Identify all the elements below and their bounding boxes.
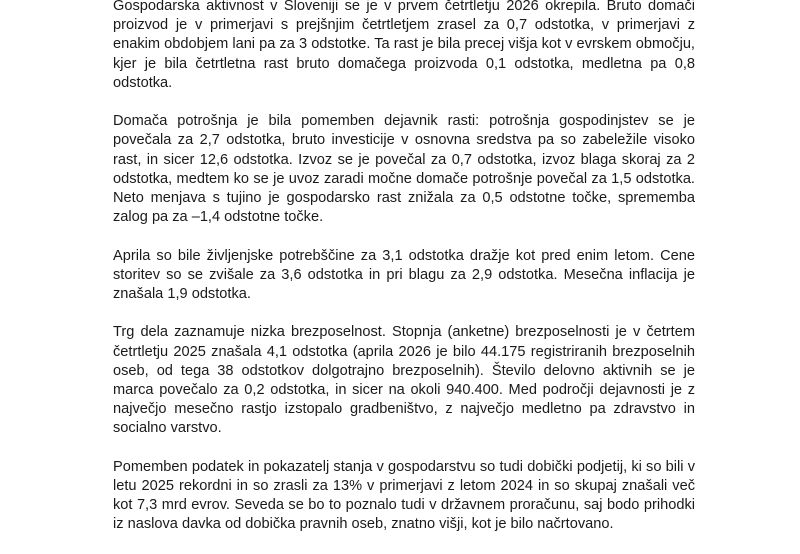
paragraph-gdp-growth: Gospodarska aktivnost v Sloveniji se je v prvem četrtletju 2026 okrepila. Bruto domači proizvod je v primerjavi s prejšnjim četrtletjem zrasel za 0,7 odstotka, v primerjavi z enakim obdobjem lani pa za 3 odstotke. Ta rast je bila precej višja kot v evrskem območju, kjer je bila četrtletna rast bruto domačega proizvoda 0,1 odstotka, medletna pa 0,8 odstotka. <box>113 0 695 91</box>
paragraph-inflation: Aprila so bile življenjske potrebščine za 3,1 odstotka dražje kot pred enim letom. Cene storitev so se zvišale za 3,6 odstotka in pri blagu za 2,9 odstotka. Mesečna inflacija je znašala 1,9 odstotka. <box>113 247 695 303</box>
paragraph-company-profits: Pomemben podatek in pokazatelj stanja v gospodarstvu so tudi dobički podjetij, ki so bili v letu 2025 rekordni in so zrasli za 13% v primerjavi z letom 2024 in so skupaj znašali več kot 7,3 mrd evrov. Seveda se bo to poznalo tudi v državnem proračunu, saj bodo prihodki iz naslova davka od dobička pravnih oseb, znatno višji, kot je bilo načrtovano. <box>113 458 695 533</box>
paragraph-labour-market: Trg dela zaznamuje nizka brezposelnost. Stopnja (anketne) brezposelnosti je v četrtem četrtletju 2025 znašala 4,1 odstotka (aprila 2026 je bilo 44.175 registriranih brezposelnih oseb, od tega 38 odstotkov dolgotrajno brezposelnih). Število delovno aktivnih se je marca povečalo za 0,2 odstotka, in sicer na okoli 940.400. Med področji dejavnosti je z največjo mesečno rastjo izstopalo gradbeništvo, z največjo medletno pa zdravstvo in socialno varstvo. <box>113 324 695 437</box>
document-body <box>113 0 695 554</box>
paragraph-domestic-consumption: Domača potrošnja je bila pomemben dejavnik rasti: potrošnja gospodinjstev se je povečala za 2,7 odstotka, bruto investicije v osnovna sredstva pa so zabeležile visoko rast, in sicer 12,6 odstotka. Izvoz se je povečal za 0,7 odstotka, izvoz blaga skoraj za 2 odstotka, medtem ko se je uvoz zaradi močne domače potrošnje povečal za 1,5 odstotka. Neto menjava s tujino je gospodarsko rast znižala za 0,5 odstotne točke, sprememba zalog pa za –1,4 odstotne točke. <box>113 113 695 226</box>
